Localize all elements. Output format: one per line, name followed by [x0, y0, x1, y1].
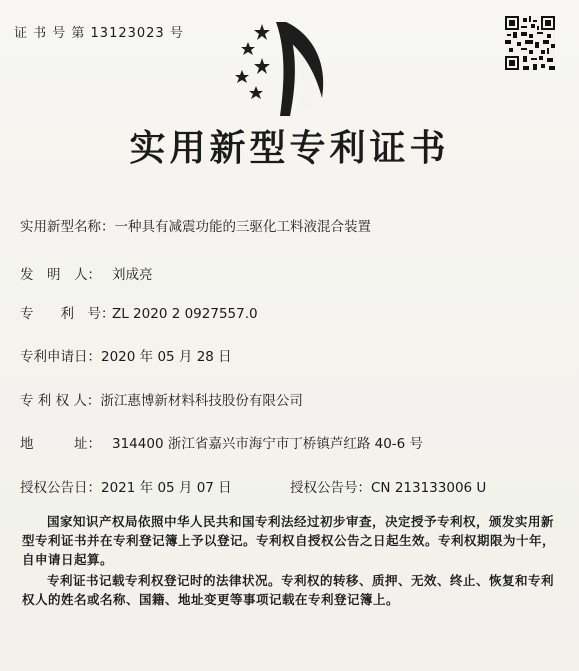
- grant-statement-paragraph: 国家知识产权局依照中华人民共和国专利法经过初步审查，决定授予专利权，颁发实用新型专利证书并在专利登记簿上予以登记。专利权自授权公告之日起生效。专利权期限为十年，自申请日起算。: [22, 514, 556, 567]
- grant-date-value: 2021 年 05 月 07 日: [101, 480, 232, 496]
- patentee-value: 浙江惠博新材料科技股份有限公司: [100, 393, 303, 409]
- filing-date-label: 专利申请日：: [20, 349, 101, 365]
- grant-number-label: 授权公告号：: [290, 480, 371, 496]
- patent-number-value: ZL 2020 2 0927557.0: [112, 306, 258, 322]
- certificate-title: 实用新型专利证书: [129, 127, 450, 169]
- grant-date-label: 授权公告日：: [20, 480, 101, 496]
- filing-date-row: [20, 345, 232, 365]
- grant-number-row: [290, 476, 486, 496]
- inventor-label: 发 明 人：: [20, 267, 101, 283]
- utility-model-name-value: 一种具有减震功能的三驱化工料液混合装置: [114, 219, 371, 235]
- legal-status-paragraph: 专利证书记载专利权登记时的法律状况。专利权的转移、质押、无效、终止、恢复和专利权人的姓名或名称、国籍、地址变更等事项记载在专利登记簿上。: [22, 573, 555, 607]
- inventor-value: 刘成亮: [112, 267, 153, 283]
- utility-model-name-row: [20, 215, 371, 235]
- patent-number-label: 专 利 号：: [20, 306, 115, 322]
- grant-number-value: CN 213133006 U: [371, 480, 487, 496]
- grant-date-row: [20, 476, 232, 496]
- patentee-label: 专 利 权 人：: [20, 393, 101, 409]
- qr-code-icon: [505, 16, 555, 70]
- filing-date-value: 2020 年 05 月 28 日: [101, 349, 232, 365]
- inventor-row: [20, 263, 153, 283]
- certificate-number: 证 书 号 第 13123023 号: [14, 26, 184, 41]
- patent-number-row: [20, 302, 258, 322]
- address-row: [20, 432, 423, 452]
- address-value: 314400 浙江省嘉兴市海宁市丁桥镇芦红路 40-6 号: [112, 436, 424, 452]
- patent-office-emblem-icon: [224, 14, 336, 126]
- utility-model-name-label: 实用新型名称：: [20, 219, 115, 235]
- patentee-row: [20, 389, 303, 409]
- address-label: 地 址：: [20, 436, 101, 452]
